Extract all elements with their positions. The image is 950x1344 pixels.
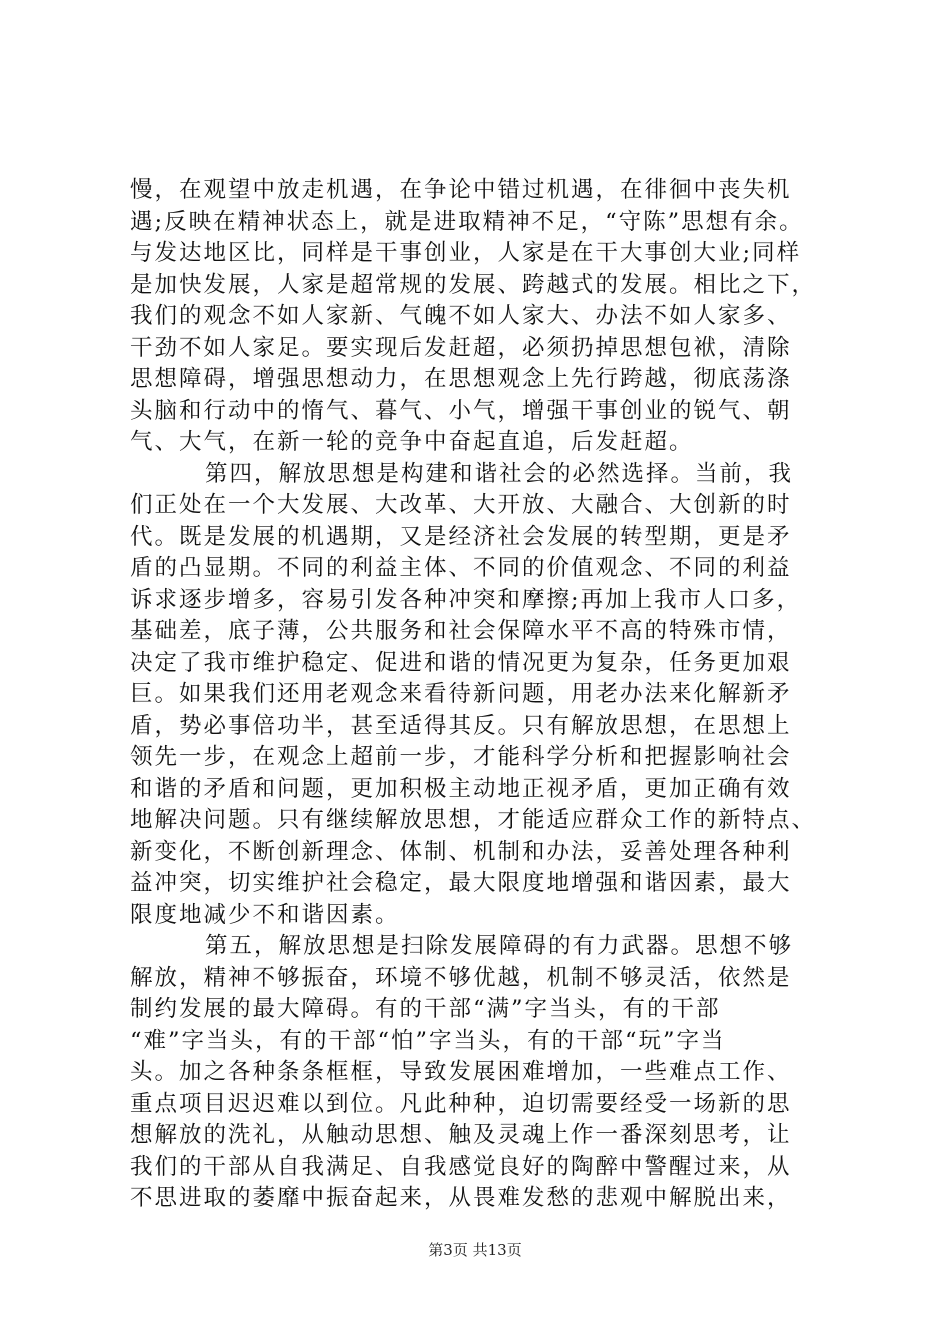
text-line: 限度地减少不和谐因素。 (130, 901, 400, 928)
text-line: 和谐的矛盾和问题，更加积极主动地正视矛盾，更加正确有效 (130, 775, 792, 802)
text-line: 头脑和行动中的惰气、暮气、小气，增强干事创业的锐气、朝 (130, 397, 792, 424)
text-line: 制约发展的最大障碍。有的干部“满”字当头，有的干部 (130, 996, 721, 1022)
text-line: 气、大气，在新一轮的竞争中奋起直追，后发赶超。 (130, 429, 694, 455)
text-line: 想解放的洗礼，从触动思想、触及灵魂上作一番深刻思考，让 (130, 1122, 792, 1148)
text-line: 第四，解放思想是构建和谐社会的必然选择。当前，我 (205, 460, 794, 487)
text-line: 我们的干部从自我满足、自我感觉良好的陶醉中警醒过来，从 (130, 1153, 792, 1180)
text-line: 头。加之各种条条框框，导致发展困难增加，一些难点工作、 (130, 1059, 792, 1085)
text-line: 们正处在一个大发展、大改革、大开放、大融合、大创新的时 (130, 492, 792, 518)
text-line: 益冲突，切实维护社会稳定，最大限度地增强和谐因素，最大 (130, 870, 792, 896)
text-line: 盾的凸显期。不同的利益主体、不同的价值观念、不同的利益 (130, 555, 792, 581)
text-line: 代。既是发展的机遇期，又是经济社会发展的转型期，更是矛 (130, 523, 792, 550)
text-line: 巨。如果我们还用老观念来看待新问题，用老办法来化解新矛 (130, 681, 792, 707)
text-line: 慢，在观望中放走机遇，在争论中错过机遇，在徘徊中丧失机 (130, 177, 792, 203)
text-line: 基础差，底子薄，公共服务和社会保障水平不高的特殊市情， (130, 618, 792, 644)
text-line: 解放，精神不够振奋，环境不够优越，机制不够灵活，依然是 (130, 964, 792, 991)
text-line: “难”字当头，有的干部“怕”字当头，有的干部“玩”字当 (130, 1027, 726, 1054)
text-line: 思想障碍，增强思想动力，在思想观念上先行跨越，彻底荡涤 (130, 366, 792, 392)
page-footer: 第3页 共13页 (428, 1241, 522, 1259)
text-line: 地解决问题。只有继续解放思想，才能适应群众工作的新特点、 (130, 807, 817, 833)
text-line: 重点项目迟迟难以到位。凡此种种，迫切需要经受一场新的思 (130, 1090, 792, 1117)
text-line: 是加快发展，人家是超常规的发展、跨越式的发展。相比之下， (130, 271, 817, 298)
text-line: 干劲不如人家足。要实现后发赶超，必须扔掉思想包袱，清除 (130, 334, 792, 361)
text-line: 与发达地区比，同样是干事创业，人家是在干大事创大业;同样 (130, 240, 802, 266)
text-line: 第五，解放思想是扫除发展障碍的有力武器。思想不够 (205, 933, 794, 959)
text-line: 新变化，不断创新理念、体制、机制和办法，妥善处理各种利 (130, 838, 792, 865)
body-text (130, 175, 830, 1215)
text-line: 决定了我市维护稳定、促进和谐的情况更为复杂，任务更加艰 (130, 649, 792, 676)
text-line: 我们的观念不如人家新、气魄不如人家大、办法不如人家多、 (130, 303, 792, 329)
text-line: 领先一步，在观念上超前一步，才能科学分析和把握影响社会 (130, 744, 792, 770)
text-line: 遇;反映在精神状态上，就是进取精神不足，“守陈”思想有余。 (130, 208, 804, 235)
text-line: 盾，势必事倍功半，甚至适得其反。只有解放思想，在思想上 (130, 712, 792, 739)
text-line: 不思进取的萎靡中振奋起来，从畏难发愁的悲观中解脱出来， (130, 1185, 792, 1211)
text-line: 诉求逐步增多，容易引发各种冲突和摩擦;再加上我市人口多， (130, 586, 802, 613)
